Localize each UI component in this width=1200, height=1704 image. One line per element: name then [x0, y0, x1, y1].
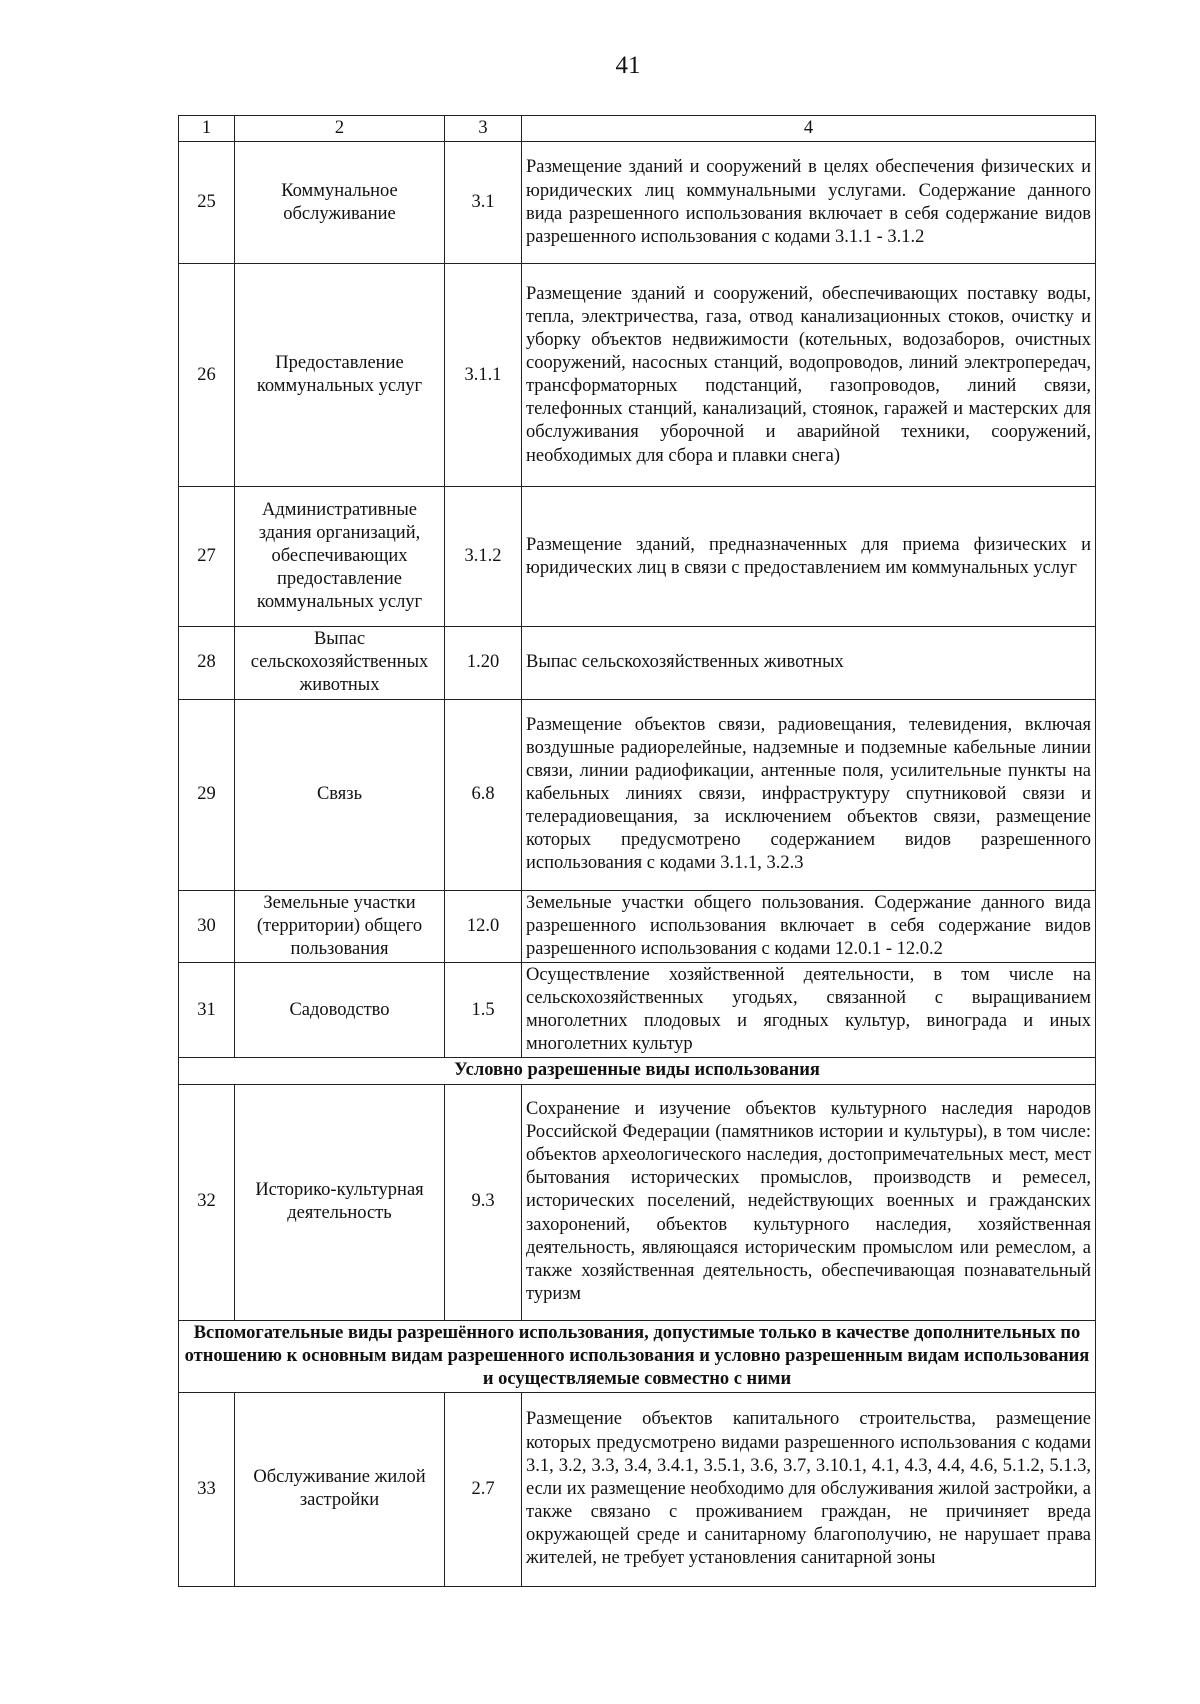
use-type-description: Земельные участки общего пользования. Содержание данного вида разрешенного использования включает в себя содержание видов разрешенного использования с кодами 12.0.1 - 12.0.2	[522, 890, 1096, 962]
row-number: 26	[179, 264, 235, 487]
use-type-description: Размещение объектов капитального строительства, размещение которых предусмотрено видами разрешенного использования с кодами 3.1, 3.2, 3.3, 3.4, 3.4.1, 3.5.1, 3.6, 3.7, 3.10.1, 4.1, 4.3, 4.4, 4.6, 5.1.2, 5.1.3, если их размещение необходимо для обслуживания жилой застройки, а также связано с проживанием граждан, не причиняет вреда окружающей среде и санитарному благополучию, не нарушает права жителей, не требует установления санитарной зоны	[522, 1392, 1096, 1586]
section-heading: Вспомогательные виды разрешённого использования, допустимые только в качестве дополнительных по отношению к основным видам разрешенного использования и условно разрешенным видам использования и осуществляемые совместно с ними	[179, 1320, 1096, 1392]
use-type-description: Размещение зданий, предназначенных для приема физических и юридических лиц в связи с предоставлением им коммунальных услуг	[522, 487, 1096, 627]
table-row	[179, 1084, 1096, 1320]
use-type-name: Предоставление коммунальных услуг	[235, 264, 445, 487]
use-type-description: Размещение зданий и сооружений, обеспечивающих поставку воды, тепла, электричества, газа, отвод канализационных стоков, очистку и уборку объектов недвижимости (котельных, водозаборов, очистных сооружений, насосных станций, водопроводов, линий электропередач, трансформаторных подстанций, газопроводов, линий связи, телефонных станций, канализаций, стоянок, гаражей и мастерских для обслуживания уборочной и аварийной техники, сооружений, необходимых для сбора и плавки снега)	[522, 264, 1096, 487]
use-type-name: Связь	[235, 699, 445, 890]
section-heading-row	[179, 1320, 1096, 1392]
row-number: 30	[179, 890, 235, 962]
use-type-code: 6.8	[445, 699, 522, 890]
use-type-name: Садоводство	[235, 962, 445, 1058]
table-row	[179, 699, 1096, 890]
row-number: 33	[179, 1392, 235, 1586]
use-type-name: Земельные участки (территории) общего пользования	[235, 890, 445, 962]
table-row	[179, 962, 1096, 1058]
use-type-name: Историко-культурная деятельность	[235, 1084, 445, 1320]
use-type-name: Административные здания организаций, обеспечивающих предоставление коммунальных услуг	[235, 487, 445, 627]
header-col-3: 3	[445, 116, 522, 142]
use-type-description: Размещение объектов связи, радиовещания, телевидения, включая воздушные радиорелейные, надземные и подземные кабельные линии связи, линии радиофикации, антенные поля, усилительные пункты на кабельных линиях связи, инфраструктуру спутниковой связи и телерадиовещания, за исключением объектов связи, размещение которых предусмотрено содержанием видов разрешенного использования с кодами 3.1.1, 3.2.3	[522, 699, 1096, 890]
use-type-code: 3.1.2	[445, 487, 522, 627]
table-row	[179, 890, 1096, 962]
section-heading-row	[179, 1058, 1096, 1084]
use-type-description: Сохранение и изучение объектов культурного наследия народов Российской Федерации (памятников истории и культуры), в том числе: объектов археологического наследия, достопримечательных мест, мест бытования исторических промыслов, производств и ремесел, исторических поселений, недействующих военных и гражданских захоронений, объектов культурного наследия, хозяйственная деятельность, являющаяся историческим промыслом или ремеслом, а также хозяйственная деятельность, обеспечивающая познавательный туризм	[522, 1084, 1096, 1320]
row-number: 31	[179, 962, 235, 1058]
use-type-description: Выпас сельскохозяйственных животных	[522, 627, 1096, 699]
table-row	[179, 142, 1096, 264]
use-type-code: 1.5	[445, 962, 522, 1058]
table-row	[179, 487, 1096, 627]
land-use-table	[178, 115, 1096, 1587]
use-type-code: 9.3	[445, 1084, 522, 1320]
row-number: 28	[179, 627, 235, 699]
use-type-code: 2.7	[445, 1392, 522, 1586]
use-type-description: Размещение зданий и сооружений в целях обеспечения физических и юридических лиц коммунальными услугами. Содержание данного вида разрешенного использования включает в себя содержание видов разрешенного использования с кодами 3.1.1 - 3.1.2	[522, 142, 1096, 264]
use-type-code: 12.0	[445, 890, 522, 962]
use-type-name: Коммунальное обслуживание	[235, 142, 445, 264]
use-type-name: Выпас сельскохозяйственных животных	[235, 627, 445, 699]
table-row	[179, 264, 1096, 487]
header-col-4: 4	[522, 116, 1096, 142]
header-col-2: 2	[235, 116, 445, 142]
use-type-name: Обслуживание жилой застройки	[235, 1392, 445, 1586]
use-type-code: 3.1.1	[445, 264, 522, 487]
use-type-code: 1.20	[445, 627, 522, 699]
row-number: 29	[179, 699, 235, 890]
page-number: 41	[615, 52, 641, 79]
section-heading: Условно разрешенные виды использования	[179, 1058, 1096, 1084]
use-type-code: 3.1	[445, 142, 522, 264]
row-number: 32	[179, 1084, 235, 1320]
header-col-1: 1	[179, 116, 235, 142]
table-row	[179, 627, 1096, 699]
use-type-description: Осуществление хозяйственной деятельности, в том числе на сельскохозяйственных угодьях, связанной с выращиванием многолетних плодовых и ягодных культур, винограда и иных многолетних культур	[522, 962, 1096, 1058]
row-number: 27	[179, 487, 235, 627]
table-header-row	[179, 116, 1096, 142]
row-number: 25	[179, 142, 235, 264]
table-row	[179, 1392, 1096, 1586]
